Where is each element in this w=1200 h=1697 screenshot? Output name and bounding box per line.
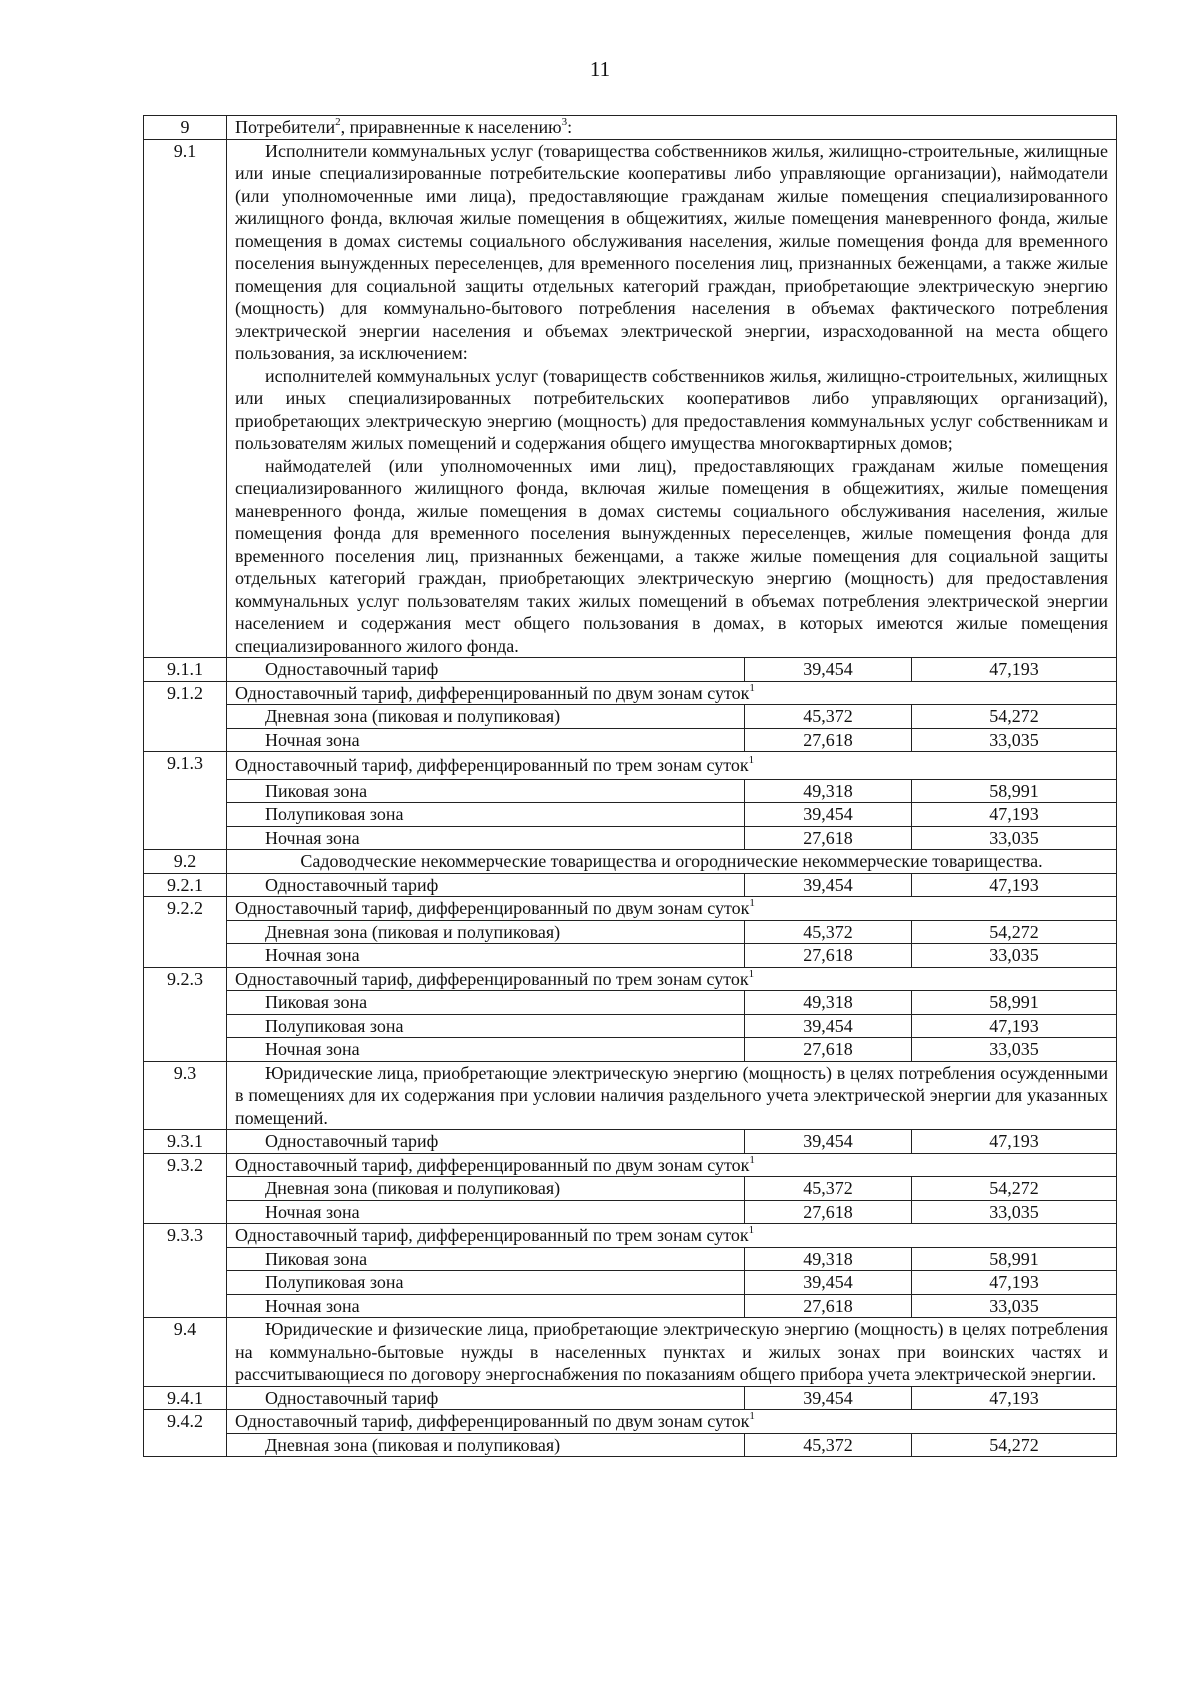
tariff-value-2: 58,991 (912, 991, 1117, 1015)
table-row (144, 752, 1117, 780)
table-row (144, 1271, 1117, 1295)
table-row (144, 944, 1117, 968)
tariff-value-2: 58,991 (912, 779, 1117, 803)
tariff-label: Ночная зона (227, 944, 745, 968)
tariff-value-1: 27,618 (745, 728, 912, 752)
table-row (144, 1038, 1117, 1062)
table-row (144, 1247, 1117, 1271)
table-row (144, 1224, 1117, 1248)
tariff-value-2: 54,272 (912, 705, 1117, 729)
table-row (144, 873, 1117, 897)
row-number: 9.4 (144, 1318, 227, 1387)
tariff-label: Дневная зона (пиковая и полупиковая) (227, 1433, 745, 1457)
tariff-label: Пиковая зона (227, 991, 745, 1015)
tariff-value-1: 39,454 (745, 1014, 912, 1038)
paragraph: Исполнители коммунальных услуг (товарищества собственников жилья, жилищно-строительные, жилищные или иные специализированные потребительские кооперативы либо управляющие организации), наймодатели (или уполномоченные ими лица), предоставляющие гражданам жилые помещения специализированного жилищного фонда, включая жилые помещения в общежитиях, жилые помещения маневренного фонда, жилые помещения в домах системы социального обслуживания населения, жилые помещения фонда для временного поселения вынужденных переселенцев, для временного поселения лиц, признанных беженцами, а также жилые помещения для социальной защиты отдельных категорий граждан, приобретающие электрическую энергию (мощность) для коммунально-бытового потребления населения в объемах фактического потребления электрической энергии населения и объемах электрической энергии, израсходованной на места общего пользования, за исключением: (235, 140, 1109, 363)
table-row (144, 1386, 1117, 1410)
tariff-table (143, 115, 1117, 1457)
table-row (144, 1433, 1117, 1457)
tariff-group-header: Одноставочный тариф, дифференцированный по трем зонам суток$^1$ (227, 1224, 1117, 1248)
tariff-group-header: Одноставочный тариф, дифференцированный по двум зонам суток$^1$ (227, 897, 1117, 921)
tariff-value-1: 45,372 (745, 705, 912, 729)
table-row (144, 1200, 1117, 1224)
tariff-label: Дневная зона (пиковая и полупиковая) (227, 920, 745, 944)
row-number: 9.4.1 (144, 1386, 227, 1410)
table-row (144, 1153, 1117, 1177)
tariff-label: Пиковая зона (227, 1247, 745, 1271)
table-row (144, 826, 1117, 850)
tariff-value-1: 45,372 (745, 1177, 912, 1201)
tariff-value-1: 49,318 (745, 779, 912, 803)
table-row (144, 728, 1117, 752)
table-row (144, 658, 1117, 682)
tariff-value-1: 45,372 (745, 1433, 912, 1457)
tariff-label: Одноставочный тариф (227, 1130, 745, 1154)
tariff-value-1: 49,318 (745, 1247, 912, 1271)
row-number: 9.1.2 (144, 681, 227, 752)
tariff-value-2: 33,035 (912, 826, 1117, 850)
tariff-value-2: 54,272 (912, 920, 1117, 944)
tariff-value-2: 33,035 (912, 728, 1117, 752)
tariff-group-header: Одноставочный тариф, дифференцированный по двум зонам суток$^1$ (227, 1410, 1117, 1434)
tariff-value-1: 39,454 (745, 1271, 912, 1295)
table-row (144, 1318, 1117, 1387)
table-row (144, 1130, 1117, 1154)
row-number: 9.2 (144, 850, 227, 874)
row-number: 9.2.1 (144, 873, 227, 897)
row-number: 9.1.1 (144, 658, 227, 682)
tariff-value-2: 47,193 (912, 1130, 1117, 1154)
table-row (144, 850, 1117, 874)
tariff-value-1: 39,454 (745, 1386, 912, 1410)
tariff-value-2: 33,035 (912, 944, 1117, 968)
table-row (144, 967, 1117, 991)
tariff-value-1: 27,618 (745, 944, 912, 968)
tariff-value-1: 49,318 (745, 991, 912, 1015)
tariff-group-header: Одноставочный тариф, дифференцированный по двум зонам суток$^1$ (227, 681, 1117, 705)
tariff-value-2: 47,193 (912, 1271, 1117, 1295)
paragraph: исполнителей коммунальных услуг (товариществ собственников жилья, жилищно-строительных, жилищных или иных специализированных потребительских кооперативов либо управляющих организаций), приобретающих электрическую энергию (мощность) для предоставления коммунальных услуг собственникам и пользователям жилых помещений и содержания общего имущества многоквартирных домов; (235, 365, 1109, 453)
table-row (144, 705, 1117, 729)
table-row (144, 681, 1117, 705)
table-row (144, 1061, 1117, 1130)
table-row (144, 803, 1117, 827)
tariff-label: Одноставочный тариф (227, 873, 745, 897)
tariff-value-2: 54,272 (912, 1177, 1117, 1201)
tariff-value-1: 39,454 (745, 803, 912, 827)
tariff-value-1: 39,454 (745, 873, 912, 897)
tariff-label: Полупиковая зона (227, 1271, 745, 1295)
tariff-label: Ночная зона (227, 1294, 745, 1318)
table-row (144, 779, 1117, 803)
table-row (144, 1294, 1117, 1318)
tariff-value-2: 33,035 (912, 1294, 1117, 1318)
table-row (144, 116, 1117, 140)
row-number: 9.3.1 (144, 1130, 227, 1154)
tariff-value-2: 47,193 (912, 803, 1117, 827)
row-number: 9.3 (144, 1061, 227, 1130)
row-number: 9.3.3 (144, 1224, 227, 1318)
tariff-label: Дневная зона (пиковая и полупиковая) (227, 1177, 745, 1201)
tariff-label: Ночная зона (227, 826, 745, 850)
tariff-value-1: 39,454 (745, 1130, 912, 1154)
tariff-label: Ночная зона (227, 1038, 745, 1062)
section-description (227, 139, 1117, 658)
tariff-label: Ночная зона (227, 1200, 745, 1224)
table-row (144, 139, 1117, 658)
tariff-value-2: 47,193 (912, 873, 1117, 897)
tariff-label: Полупиковая зона (227, 1014, 745, 1038)
tariff-value-1: 45,372 (745, 920, 912, 944)
row-number: 9 (144, 116, 227, 140)
row-number: 9.1 (144, 139, 227, 658)
tariff-value-1: 39,454 (745, 658, 912, 682)
tariff-value-2: 33,035 (912, 1038, 1117, 1062)
tariff-value-1: 27,618 (745, 1294, 912, 1318)
row-number: 9.3.2 (144, 1153, 227, 1224)
tariff-value-1: 27,618 (745, 826, 912, 850)
tariff-label: Одноставочный тариф (227, 1386, 745, 1410)
page-number: 11 (589, 57, 611, 81)
table-row (144, 1410, 1117, 1434)
table-row (144, 920, 1117, 944)
tariff-group-header: Одноставочный тариф, дифференцированный по трем зонам суток$^1$ (227, 752, 1117, 780)
tariff-label: Одноставочный тариф (227, 658, 745, 682)
tariff-value-2: 33,035 (912, 1200, 1117, 1224)
paragraph: наймодателей (или уполномоченных ими лиц), предоставляющих гражданам жилые помещения специализированного жилищного фонда, включая жилые помещения в общежитиях, жилые помещения маневренного фонда, жилые помещения в домах системы социального обслуживания населения, жилые помещения фонда для временного поселения вынужденных переселенцев, жилые помещения фонда для временного поселения лиц, признанных беженцами, а также жилые помещения для социальной защиты отдельных категорий граждан, приобретающих электрическую энергию (мощность) для предоставления коммунальных услуг пользователям таких жилых помещений в объемах потребления электрической энергии населением и содержания мест общего пользования в домах, в которых имеются жилые помещения специализированного жилого фонда. (235, 455, 1109, 656)
tariff-value-2: 47,193 (912, 1386, 1117, 1410)
tariff-group-header: Одноставочный тариф, дифференцированный по трем зонам суток$^1$ (227, 967, 1117, 991)
tariff-label: Ночная зона (227, 728, 745, 752)
row-number: 9.2.2 (144, 897, 227, 968)
tariff-value-1: 27,618 (745, 1038, 912, 1062)
tariff-value-2: 47,193 (912, 1014, 1117, 1038)
table-row (144, 1177, 1117, 1201)
tariff-value-2: 58,991 (912, 1247, 1117, 1271)
table-row (144, 991, 1117, 1015)
tariff-value-2: 54,272 (912, 1433, 1117, 1457)
tariff-label: Дневная зона (пиковая и полупиковая) (227, 705, 745, 729)
section-description: Садоводческие некоммерческие товарищества и огороднические некоммерческие товарищества. (227, 850, 1117, 874)
tariff-label: Пиковая зона (227, 779, 745, 803)
row-number: 9.4.2 (144, 1410, 227, 1457)
table-row (144, 897, 1117, 921)
row-number: 9.1.3 (144, 752, 227, 850)
row-number: 9.2.3 (144, 967, 227, 1061)
tariff-group-header: Одноставочный тариф, дифференцированный по двум зонам суток$^1$ (227, 1153, 1117, 1177)
tariff-value-2: 47,193 (912, 658, 1117, 682)
section-description: Юридические и физические лица, приобретающие электрическую энергию (мощность) в целях потребления на коммунально-бытовые нужды в населенных пунктах и жилых зонах при воинских частях и рассчитывающиеся по договору энергоснабжения по показаниям общего прибора учета электрической энергии. (227, 1318, 1117, 1387)
section-title: Потребители$^2$, приравненные к населению$^3$: (227, 116, 1117, 140)
tariff-label: Полупиковая зона (227, 803, 745, 827)
table-row (144, 1014, 1117, 1038)
section-description: Юридические лица, приобретающие электрическую энергию (мощность) в целях потребления осужденными в помещениях для их содержания при условии наличия раздельного учета электрической энергии для указанных помещений. (227, 1061, 1117, 1130)
tariff-value-1: 27,618 (745, 1200, 912, 1224)
